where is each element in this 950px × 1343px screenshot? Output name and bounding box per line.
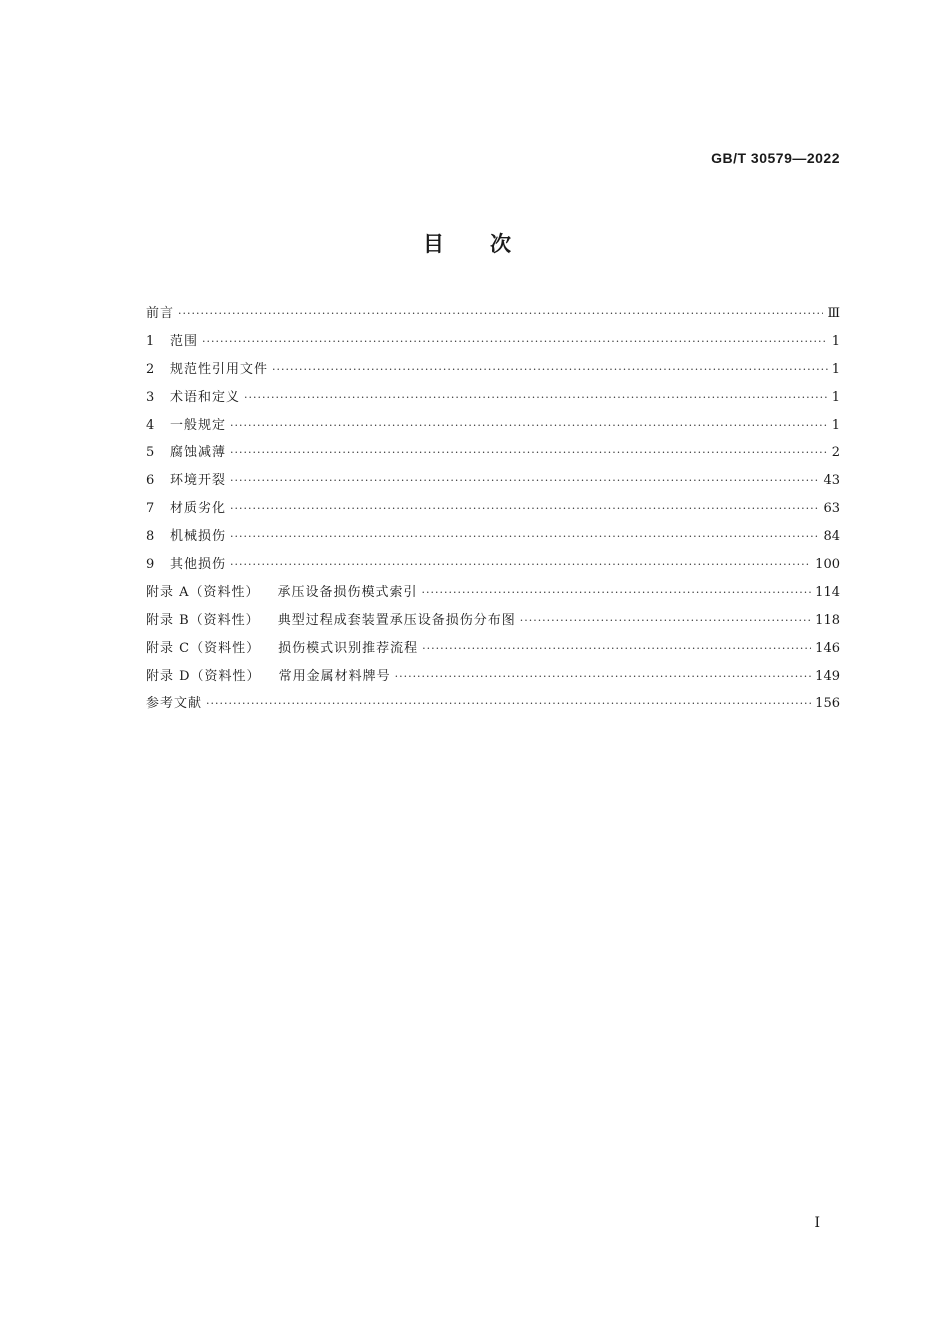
toc-entry-appendix-d[interactable] — [146, 665, 840, 693]
toc-entry-1[interactable] — [146, 330, 840, 358]
toc-entry-label: 术语和定义 — [170, 389, 241, 405]
toc-dot-leader — [422, 586, 812, 599]
toc-entry-page: 84 — [823, 529, 840, 545]
toc-entry-page: 146 — [815, 640, 840, 656]
toc-dot-leader — [422, 642, 811, 655]
toc-entry-subtitle: 典型过程成套装置承压设备损伤分布图 — [277, 612, 516, 628]
toc-entry-label: 附录 D（资料性） — [146, 668, 261, 684]
table-of-contents — [146, 302, 840, 720]
toc-entry-number: 4 — [146, 417, 155, 433]
toc-entry-number: 6 — [146, 473, 155, 489]
toc-dot-leader — [230, 419, 828, 432]
toc-entry-8[interactable] — [146, 525, 840, 553]
toc-entry-number: 8 — [146, 529, 155, 545]
toc-entry-page: 156 — [815, 696, 840, 712]
toc-entry-subtitle: 承压设备损伤模式索引 — [277, 584, 418, 600]
toc-entry-label: 参考文献 — [146, 696, 203, 712]
toc-entry-label: 其他损伤 — [170, 557, 227, 573]
toc-dot-leader — [202, 335, 828, 348]
toc-entry-foreword[interactable] — [146, 302, 840, 330]
page-number: I — [814, 1215, 820, 1231]
toc-entry-3[interactable] — [146, 386, 840, 414]
toc-entry-page: 1 — [831, 417, 840, 433]
toc-entry-page: 1 — [831, 389, 840, 405]
toc-dot-leader — [520, 614, 811, 627]
toc-entry-page: 1 — [831, 361, 840, 377]
toc-entry-label: 环境开裂 — [170, 473, 227, 489]
toc-entry-page: Ⅲ — [827, 306, 840, 321]
toc-entry-page: 149 — [815, 668, 840, 684]
toc-entry-label: 前言 — [146, 306, 175, 321]
toc-dot-leader — [230, 446, 828, 459]
toc-entry-number: 3 — [146, 389, 155, 405]
toc-entry-label: 附录 B（资料性） — [146, 612, 260, 628]
toc-entry-9[interactable] — [146, 553, 840, 581]
toc-dot-leader — [244, 391, 828, 404]
toc-entry-label: 范围 — [170, 333, 199, 349]
toc-dot-leader — [178, 307, 823, 320]
toc-entry-label: 附录 C（资料性） — [146, 640, 261, 656]
toc-entry-page: 2 — [831, 445, 840, 461]
toc-entry-6[interactable] — [146, 469, 840, 497]
toc-entry-7[interactable] — [146, 497, 840, 525]
toc-entry-page: 43 — [823, 473, 840, 489]
toc-entry-subtitle: 损伤模式识别推荐流程 — [278, 640, 419, 656]
toc-entry-number: 9 — [146, 557, 155, 573]
toc-dot-leader — [230, 502, 819, 515]
toc-dot-leader — [230, 474, 819, 487]
toc-entry-number: 5 — [146, 445, 155, 461]
toc-dot-leader — [230, 530, 819, 543]
document-code: GB/T 30579—2022 — [711, 150, 840, 166]
toc-entry-number: 7 — [146, 501, 155, 517]
toc-entry-4[interactable] — [146, 414, 840, 442]
toc-entry-5[interactable] — [146, 441, 840, 469]
toc-entry-page: 100 — [815, 557, 840, 573]
toc-entry-references[interactable] — [146, 692, 840, 720]
toc-entry-appendix-b[interactable] — [146, 609, 840, 637]
toc-entry-label: 附录 A（资料性） — [146, 584, 260, 600]
toc-dot-leader — [272, 363, 828, 376]
toc-dot-leader — [230, 558, 811, 571]
toc-entry-subtitle: 常用金属材料牌号 — [278, 668, 391, 684]
toc-title: 目次 — [423, 232, 557, 256]
toc-entry-2[interactable] — [146, 358, 840, 386]
toc-entry-appendix-a[interactable] — [146, 581, 840, 609]
toc-entry-page: 63 — [823, 501, 840, 517]
toc-entry-number: 2 — [146, 361, 155, 377]
toc-entry-label: 腐蚀减薄 — [170, 445, 227, 461]
toc-entry-label: 一般规定 — [170, 417, 227, 433]
toc-dot-leader — [395, 670, 812, 683]
toc-entry-label: 材质劣化 — [170, 501, 227, 517]
toc-entry-page: 114 — [815, 584, 840, 600]
toc-entry-number: 1 — [146, 333, 155, 349]
toc-entry-page: 118 — [815, 612, 840, 628]
toc-entry-label: 规范性引用文件 — [170, 361, 269, 377]
toc-entry-page: 1 — [831, 333, 840, 349]
toc-entry-label: 机械损伤 — [170, 529, 227, 545]
toc-dot-leader — [206, 697, 811, 710]
toc-entry-appendix-c[interactable] — [146, 637, 840, 665]
